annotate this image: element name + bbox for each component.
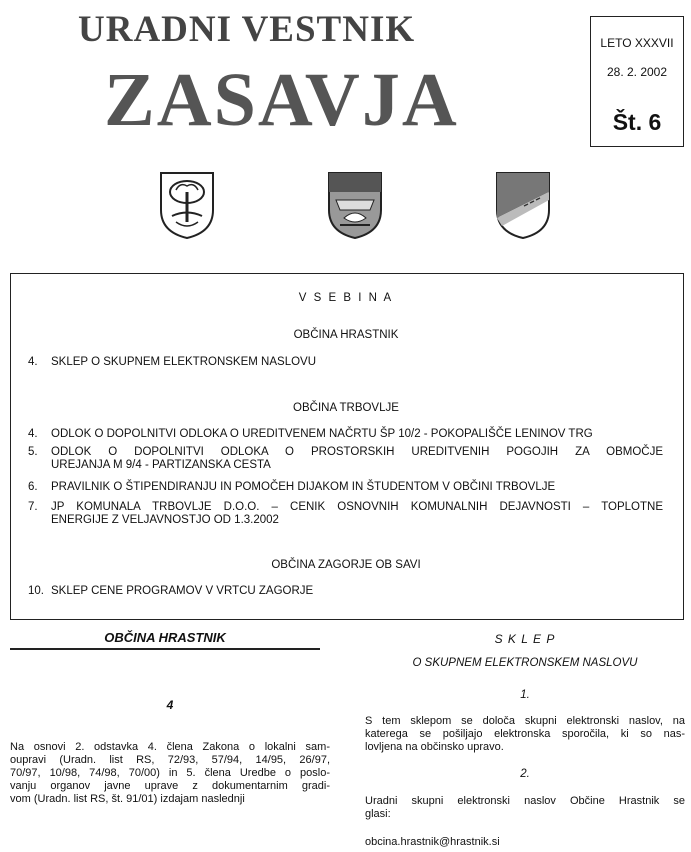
decision-title: S K L E P <box>494 632 556 646</box>
masthead-title-line1: URADNI VESTNIK <box>78 9 416 50</box>
contents-item-title[interactable]: SKLEP CENE PROGRAMOV V VRTCU ZAGORJE <box>51 585 314 597</box>
preamble-paragraph <box>10 741 330 806</box>
preamble-line: vanju organov javne uprave z dokumentarnim gradi- <box>10 780 330 792</box>
section-divider <box>10 648 320 650</box>
contents-municipality-trbovlje: OBČINA TRBOVLJE <box>293 402 399 414</box>
contents-item-title-continued[interactable]: UREJANJA M 9/4 - PARTIZANSKA CESTA <box>51 459 271 471</box>
contents-item-page: 6. <box>28 481 38 493</box>
document-number: 4 <box>166 698 174 712</box>
section-title-hrastnik: OBČINA HRASTNIK <box>104 630 226 645</box>
preamble-line: Na osnovi 2. odstavka 4. člena Zakona o lokalni sam- <box>10 741 330 753</box>
issue-info-box <box>590 16 684 147</box>
article-1-text <box>365 715 685 754</box>
article-line: katerega se pošiljajo elektronska sporočila, ki so nas- <box>365 728 685 740</box>
issue-year: LETO XXXVII <box>600 36 674 50</box>
decision-subtitle: O SKUPNEM ELEKTRONSKEM NASLOVU <box>412 657 638 669</box>
article-1-number: 1. <box>520 689 530 701</box>
contents-item-title-continued[interactable]: ENERGIJE Z VELJAVNOSTJO OD 1.3.2002 <box>51 514 279 526</box>
email-address-link[interactable]: obcina.hrastnik@hrastnik.si <box>365 836 500 848</box>
contents-item-page: 10. <box>28 585 44 597</box>
article-2-number: 2. <box>520 768 530 780</box>
article-line: glasi: <box>365 808 391 820</box>
contents-item-page: 4. <box>28 428 38 440</box>
preamble-line: vom (Uradn. list RS, št. 91/01) izdajam naslednji <box>10 793 245 805</box>
masthead-title-line2: ZASAVJA <box>104 58 459 142</box>
contents-municipality-zagorje: OBČINA ZAGORJE OB SAVI <box>271 559 421 571</box>
trbovlje-crest-icon <box>326 170 384 240</box>
preamble-line: oupravi (Uradn. list RS, 72/93, 57/94, 14/95, 26/97, <box>10 754 330 766</box>
article-line: S tem sklepom se določa skupni elektronski naslov, na <box>365 715 685 727</box>
contents-item-page: 7. <box>28 501 38 513</box>
preamble-line: 70/97, 10/98, 74/98, 70/00) in 5. člena Uredbe o poslo- <box>10 767 330 779</box>
contents-item-page: 4. <box>28 356 38 368</box>
contents-municipality-hrastnik: OBČINA HRASTNIK <box>293 329 399 341</box>
contents-item-title[interactable]: SKLEP O SKUPNEM ELEKTRONSKEM NASLOVU <box>51 356 317 368</box>
contents-item-title[interactable]: ODLOK O DOPOLNITVI ODLOKA O UREDITVENEM NAČRTU ŠP 10/2 - POKOPALIŠČE LENINOV TRG <box>51 428 593 440</box>
contents-item-page: 5. <box>28 446 38 458</box>
issue-number: Št. 6 <box>612 109 662 135</box>
contents-item-title[interactable]: ODLOK O DOPOLNITVI ODLOKA O PROSTORSKIH UREDITVENIH POGOJIH ZA OBMOČJE <box>51 446 663 458</box>
issue-date: 28. 2. 2002 <box>606 65 668 79</box>
article-2-text <box>365 795 685 821</box>
article-line: Uradni skupni elektronski naslov Občine Hrastnik se <box>365 795 685 807</box>
hrastnik-crest-icon <box>158 170 216 240</box>
contents-item-title[interactable]: JP KOMUNALA TRBOVLJE D.O.O. – CENIK OSNOVNIH KOMUNALNIH DEJAVNOSTI – TOPLOTNE <box>51 501 663 513</box>
contents-heading: V S E B I N A <box>298 292 394 304</box>
zagorje-crest-icon <box>494 170 552 240</box>
article-line: lovljena na občinsko upravo. <box>365 741 504 753</box>
contents-item-title[interactable]: PRAVILNIK O ŠTIPENDIRANJU IN POMOČEH DIJAKOM IN ŠTUDENTOM V OBČINI TRBOVLJE <box>51 481 556 493</box>
